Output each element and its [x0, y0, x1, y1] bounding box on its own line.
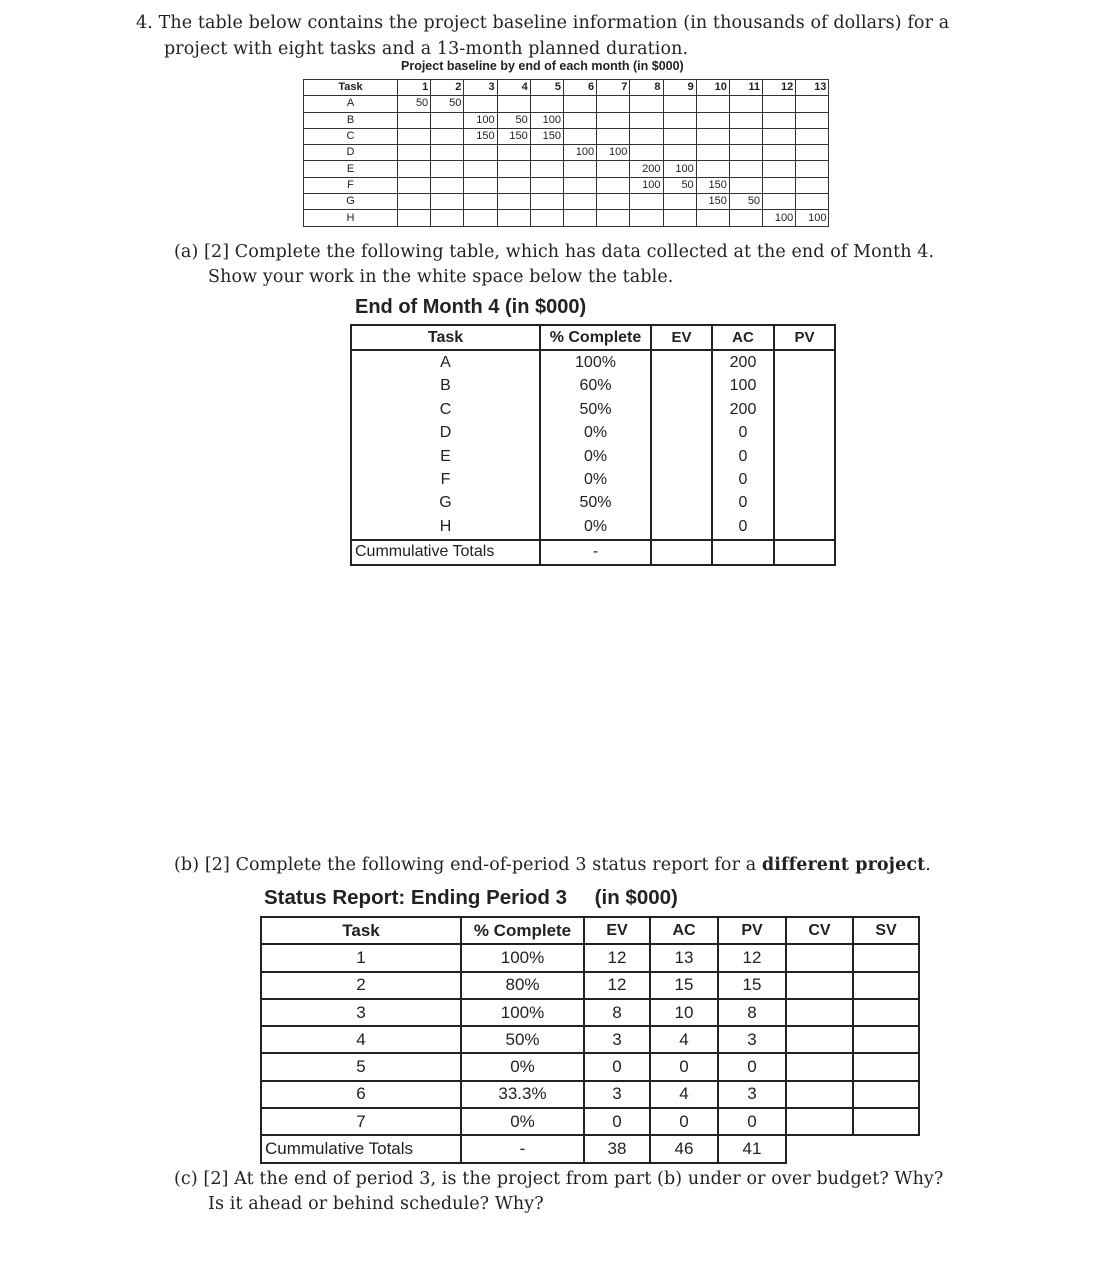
- baseline-value-cell: [398, 128, 431, 144]
- part-b-bold-text: different project: [761, 855, 926, 875]
- baseline-value-cell: [763, 128, 796, 144]
- month4-table: [350, 324, 836, 566]
- baseline-value-cell: [630, 128, 663, 144]
- month4-totals-pv[interactable]: [774, 540, 835, 565]
- baseline-value-cell: [729, 177, 762, 193]
- status-header-cv: CV: [786, 917, 853, 944]
- status-cell-task: 7: [261, 1108, 461, 1135]
- question-number: 4.: [136, 13, 153, 33]
- status-header-pc: % Complete: [461, 917, 584, 944]
- baseline-value-cell: 150: [464, 128, 497, 144]
- baseline-month-header: 4: [497, 80, 530, 96]
- month4-totals-ac[interactable]: [712, 540, 774, 565]
- baseline-value-cell: 50: [431, 96, 464, 112]
- baseline-task-header: Task: [304, 80, 398, 96]
- status-cell-ev: 3: [584, 1081, 650, 1108]
- question-intro-line2: project with eight tasks and a 13-month planned duration.: [164, 39, 689, 59]
- baseline-value-cell: [497, 194, 530, 210]
- baseline-task-cell: B: [304, 112, 398, 128]
- month4-row: [351, 445, 835, 468]
- month4-row: [351, 515, 835, 539]
- status-totals-sv: [853, 1135, 919, 1162]
- status-report-table: [260, 916, 920, 1164]
- month4-cell-task: G: [351, 492, 540, 515]
- month4-cell-task: B: [351, 375, 540, 398]
- month4-row: [351, 375, 835, 398]
- status-cell-pv: 12: [718, 944, 786, 971]
- baseline-row: [304, 145, 829, 161]
- month4-cell-ev[interactable]: [651, 445, 712, 468]
- baseline-value-cell: [729, 112, 762, 128]
- part-c-line1: (c) [2] At the end of period 3, is the project from part (b) under or over budget? Why?: [174, 1169, 944, 1189]
- baseline-month-header: 1: [398, 80, 431, 96]
- status-cell-task: 4: [261, 1026, 461, 1053]
- baseline-value-cell: [497, 161, 530, 177]
- baseline-value-cell: [398, 194, 431, 210]
- baseline-value-cell: [763, 194, 796, 210]
- baseline-value-cell: 50: [663, 177, 696, 193]
- baseline-row: [304, 194, 829, 210]
- baseline-value-cell: 100: [763, 210, 796, 226]
- baseline-value-cell: [796, 128, 829, 144]
- baseline-value-cell: 100: [530, 112, 563, 128]
- status-cell-sv[interactable]: [853, 1053, 919, 1080]
- baseline-value-cell: [696, 112, 729, 128]
- baseline-value-cell: [464, 161, 497, 177]
- baseline-value-cell: [729, 145, 762, 161]
- baseline-value-cell: [431, 112, 464, 128]
- baseline-value-cell: [431, 145, 464, 161]
- month4-cell-pc: 0%: [540, 422, 651, 445]
- month4-header-task: Task: [351, 325, 540, 350]
- baseline-value-cell: [398, 210, 431, 226]
- baseline-month-header: 13: [796, 80, 829, 96]
- status-cell-pc: 0%: [461, 1108, 584, 1135]
- month4-cell-task: F: [351, 468, 540, 491]
- status-cell-cv[interactable]: [786, 1053, 853, 1080]
- month4-row: [351, 398, 835, 421]
- baseline-month-header: 9: [663, 80, 696, 96]
- baseline-value-cell: [630, 96, 663, 112]
- baseline-value-cell: [663, 145, 696, 161]
- baseline-value-cell: [530, 177, 563, 193]
- month4-row: [351, 422, 835, 445]
- baseline-month-header: 3: [464, 80, 497, 96]
- baseline-value-cell: [630, 145, 663, 161]
- baseline-value-cell: [763, 96, 796, 112]
- status-cell-pc: 100%: [461, 944, 584, 971]
- baseline-task-cell: G: [304, 194, 398, 210]
- month4-cell-ev[interactable]: [651, 492, 712, 515]
- baseline-month-header: 8: [630, 80, 663, 96]
- status-cell-ac: 0: [650, 1053, 718, 1080]
- status-header-task: Task: [261, 917, 461, 944]
- status-header-row: [261, 917, 919, 944]
- status-cell-pc: 80%: [461, 972, 584, 999]
- baseline-value-cell: [696, 128, 729, 144]
- status-row: [261, 1081, 919, 1108]
- baseline-task-cell: E: [304, 161, 398, 177]
- baseline-value-cell: [630, 210, 663, 226]
- baseline-value-cell: [796, 145, 829, 161]
- month4-cell-task: E: [351, 445, 540, 468]
- status-cell-ac: 15: [650, 972, 718, 999]
- month4-cell-pc: 100%: [540, 350, 651, 374]
- month4-row: [351, 492, 835, 515]
- baseline-value-cell: 200: [630, 161, 663, 177]
- status-cell-ev: 12: [584, 972, 650, 999]
- baseline-value-cell: [563, 96, 596, 112]
- baseline-value-cell: 50: [398, 96, 431, 112]
- status-cell-ev: 12: [584, 944, 650, 971]
- month4-header-row: [351, 325, 835, 350]
- status-row: [261, 999, 919, 1026]
- baseline-value-cell: [763, 112, 796, 128]
- baseline-value-cell: 100: [597, 145, 630, 161]
- month4-cell-pc: 50%: [540, 398, 651, 421]
- status-cell-ac: 4: [650, 1026, 718, 1053]
- month4-cell-pv[interactable]: [774, 350, 835, 374]
- baseline-value-cell: [763, 161, 796, 177]
- status-totals-ev: 38: [584, 1135, 650, 1162]
- baseline-value-cell: [497, 145, 530, 161]
- status-cell-task: 2: [261, 972, 461, 999]
- month4-cell-pc: 0%: [540, 515, 651, 539]
- baseline-value-cell: 50: [497, 112, 530, 128]
- baseline-value-cell: [431, 161, 464, 177]
- month4-cell-ac: 200: [712, 350, 774, 374]
- month4-cell-pv[interactable]: [774, 398, 835, 421]
- baseline-header-row: [304, 80, 829, 96]
- baseline-task-cell: H: [304, 210, 398, 226]
- baseline-value-cell: [398, 177, 431, 193]
- baseline-value-cell: [563, 177, 596, 193]
- part-b-period: .: [925, 855, 931, 875]
- month4-cell-pv[interactable]: [774, 492, 835, 515]
- baseline-value-cell: 150: [696, 177, 729, 193]
- month4-cell-pc: 0%: [540, 468, 651, 491]
- status-cell-pc: 100%: [461, 999, 584, 1026]
- baseline-row: [304, 128, 829, 144]
- baseline-value-cell: [663, 194, 696, 210]
- baseline-task-cell: D: [304, 145, 398, 161]
- baseline-value-cell: [464, 145, 497, 161]
- baseline-value-cell: [729, 96, 762, 112]
- baseline-row: [304, 112, 829, 128]
- status-totals-pc: -: [461, 1135, 584, 1162]
- baseline-value-cell: [563, 194, 596, 210]
- baseline-value-cell: [597, 161, 630, 177]
- baseline-value-cell: [729, 161, 762, 177]
- status-cell-sv[interactable]: [853, 1026, 919, 1053]
- status-totals-cv: [786, 1135, 853, 1162]
- status-cell-ev: 0: [584, 1053, 650, 1080]
- baseline-value-cell: 150: [497, 128, 530, 144]
- status-header-ev: EV: [584, 917, 650, 944]
- month4-row: [351, 468, 835, 491]
- part-a-line2: Show your work in the white space below the table.: [208, 267, 674, 287]
- status-row: [261, 1108, 919, 1135]
- month4-cell-pc: 50%: [540, 492, 651, 515]
- month4-totals-pc: -: [540, 540, 651, 565]
- status-cell-task: 5: [261, 1053, 461, 1080]
- status-cell-cv[interactable]: [786, 1108, 853, 1135]
- status-totals-pv: 41: [718, 1135, 786, 1162]
- status-report-title-text: Status Report: Ending Period 3: [264, 886, 567, 909]
- status-cell-sv[interactable]: [853, 972, 919, 999]
- status-totals-ac: 46: [650, 1135, 718, 1162]
- baseline-value-cell: [597, 194, 630, 210]
- baseline-value-cell: [530, 161, 563, 177]
- status-cell-cv[interactable]: [786, 1026, 853, 1053]
- month4-cell-pc: 0%: [540, 445, 651, 468]
- status-row: [261, 972, 919, 999]
- status-report-title: [264, 886, 678, 910]
- month4-cell-ev[interactable]: [651, 350, 712, 374]
- baseline-value-cell: [597, 128, 630, 144]
- baseline-value-cell: [796, 177, 829, 193]
- baseline-value-cell: [431, 128, 464, 144]
- month4-cell-ac: 0: [712, 422, 774, 445]
- month4-header-pc: % Complete: [540, 325, 651, 350]
- baseline-value-cell: 100: [563, 145, 596, 161]
- status-cell-task: 3: [261, 999, 461, 1026]
- part-a-line1: (a) [2] Complete the following table, which has data collected at the end of Month 4.: [174, 242, 935, 262]
- baseline-value-cell: [630, 112, 663, 128]
- status-totals-row: [261, 1135, 919, 1162]
- baseline-value-cell: [563, 128, 596, 144]
- baseline-value-cell: [497, 210, 530, 226]
- month4-row: [351, 350, 835, 374]
- status-cell-task: 1: [261, 944, 461, 971]
- status-cell-ac: 0: [650, 1108, 718, 1135]
- baseline-value-cell: [563, 161, 596, 177]
- status-cell-pc: 50%: [461, 1026, 584, 1053]
- status-row: [261, 944, 919, 971]
- baseline-value-cell: [796, 194, 829, 210]
- baseline-month-header: 11: [729, 80, 762, 96]
- baseline-value-cell: 150: [530, 128, 563, 144]
- month4-cell-ev[interactable]: [651, 422, 712, 445]
- baseline-value-cell: [597, 112, 630, 128]
- status-cell-ac: 10: [650, 999, 718, 1026]
- baseline-value-cell: 100: [796, 210, 829, 226]
- status-cell-pv: 0: [718, 1108, 786, 1135]
- status-cell-pv: 3: [718, 1026, 786, 1053]
- status-cell-cv[interactable]: [786, 944, 853, 971]
- status-header-sv: SV: [853, 917, 919, 944]
- month4-cell-pv[interactable]: [774, 468, 835, 491]
- baseline-value-cell: [663, 112, 696, 128]
- status-cell-ev: 8: [584, 999, 650, 1026]
- baseline-task-cell: A: [304, 96, 398, 112]
- month4-cell-task: A: [351, 350, 540, 374]
- question-intro-line1: [136, 13, 949, 33]
- status-cell-pv: 3: [718, 1081, 786, 1108]
- baseline-value-cell: 150: [696, 194, 729, 210]
- status-header-pv: PV: [718, 917, 786, 944]
- status-cell-pv: 15: [718, 972, 786, 999]
- status-cell-sv[interactable]: [853, 1081, 919, 1108]
- month4-cell-ev[interactable]: [651, 468, 712, 491]
- month4-cell-ac: 0: [712, 492, 774, 515]
- month4-header-pv: PV: [774, 325, 835, 350]
- part-b-line: [174, 855, 931, 875]
- baseline-value-cell: [597, 96, 630, 112]
- baseline-value-cell: [696, 161, 729, 177]
- month4-cell-ac: 100: [712, 375, 774, 398]
- month4-cell-pv[interactable]: [774, 445, 835, 468]
- month4-cell-ac: 200: [712, 398, 774, 421]
- month4-cell-ac: 0: [712, 515, 774, 539]
- month4-cell-pv[interactable]: [774, 422, 835, 445]
- baseline-value-cell: [530, 194, 563, 210]
- month4-header-ev: EV: [651, 325, 712, 350]
- baseline-value-cell: [464, 177, 497, 193]
- baseline-value-cell: [563, 112, 596, 128]
- baseline-value-cell: [663, 210, 696, 226]
- month4-header-ac: AC: [712, 325, 774, 350]
- baseline-value-cell: [530, 210, 563, 226]
- baseline-task-cell: C: [304, 128, 398, 144]
- status-row: [261, 1026, 919, 1053]
- baseline-value-cell: [763, 145, 796, 161]
- baseline-value-cell: [696, 96, 729, 112]
- month4-totals-ev[interactable]: [651, 540, 712, 565]
- baseline-value-cell: [630, 194, 663, 210]
- baseline-title: Project baseline by end of each month (in $000): [401, 59, 684, 73]
- baseline-value-cell: [497, 96, 530, 112]
- month4-cell-pv[interactable]: [774, 375, 835, 398]
- baseline-value-cell: [729, 210, 762, 226]
- baseline-value-cell: 50: [729, 194, 762, 210]
- status-cell-pv: 0: [718, 1053, 786, 1080]
- month4-cell-ev[interactable]: [651, 515, 712, 539]
- month4-cell-task: D: [351, 422, 540, 445]
- baseline-value-cell: 100: [464, 112, 497, 128]
- month4-cell-pv[interactable]: [774, 515, 835, 539]
- status-cell-ev: 3: [584, 1026, 650, 1053]
- baseline-value-cell: [763, 177, 796, 193]
- status-cell-cv[interactable]: [786, 999, 853, 1026]
- status-cell-cv[interactable]: [786, 972, 853, 999]
- status-cell-task: 6: [261, 1081, 461, 1108]
- baseline-value-cell: [398, 112, 431, 128]
- status-cell-sv[interactable]: [853, 944, 919, 971]
- baseline-month-header: 5: [530, 80, 563, 96]
- baseline-value-cell: [796, 161, 829, 177]
- status-cell-pv: 8: [718, 999, 786, 1026]
- status-cell-ev: 0: [584, 1108, 650, 1135]
- month4-cell-pc: 60%: [540, 375, 651, 398]
- baseline-value-cell: [464, 194, 497, 210]
- baseline-row: [304, 161, 829, 177]
- part-c-line2: Is it ahead or behind schedule? Why?: [208, 1194, 544, 1214]
- baseline-row: [304, 96, 829, 112]
- month4-cell-ev[interactable]: [651, 398, 712, 421]
- month4-totals-label: Cummulative Totals: [351, 540, 540, 565]
- month4-cell-ac: 0: [712, 445, 774, 468]
- month4-cell-task: H: [351, 515, 540, 539]
- baseline-value-cell: [597, 177, 630, 193]
- status-cell-sv[interactable]: [853, 999, 919, 1026]
- month4-cell-ac: 0: [712, 468, 774, 491]
- status-cell-ac: 13: [650, 944, 718, 971]
- status-cell-pc: 0%: [461, 1053, 584, 1080]
- baseline-value-cell: [729, 128, 762, 144]
- baseline-value-cell: [530, 96, 563, 112]
- baseline-value-cell: 100: [663, 161, 696, 177]
- month4-totals-row: [351, 540, 835, 565]
- month4-cell-ev[interactable]: [651, 375, 712, 398]
- status-cell-pc: 33.3%: [461, 1081, 584, 1108]
- baseline-month-header: 2: [431, 80, 464, 96]
- baseline-value-cell: [563, 210, 596, 226]
- status-report-title-unit: (in $000): [594, 886, 678, 909]
- baseline-value-cell: [464, 96, 497, 112]
- status-header-ac: AC: [650, 917, 718, 944]
- baseline-table: [303, 79, 829, 227]
- status-cell-cv[interactable]: [786, 1081, 853, 1108]
- baseline-value-cell: [796, 96, 829, 112]
- baseline-value-cell: [696, 145, 729, 161]
- baseline-month-header: 6: [563, 80, 596, 96]
- baseline-value-cell: [663, 96, 696, 112]
- baseline-value-cell: [398, 161, 431, 177]
- baseline-value-cell: [431, 177, 464, 193]
- baseline-value-cell: [464, 210, 497, 226]
- status-totals-label: Cummulative Totals: [261, 1135, 461, 1162]
- baseline-value-cell: 100: [630, 177, 663, 193]
- baseline-task-cell: F: [304, 177, 398, 193]
- baseline-value-cell: [530, 145, 563, 161]
- baseline-value-cell: [398, 145, 431, 161]
- status-cell-sv[interactable]: [853, 1108, 919, 1135]
- baseline-value-cell: [796, 112, 829, 128]
- baseline-row: [304, 177, 829, 193]
- baseline-value-cell: [431, 194, 464, 210]
- baseline-value-cell: [431, 210, 464, 226]
- month4-table-title: End of Month 4 (in $000): [355, 296, 587, 318]
- status-cell-ac: 4: [650, 1081, 718, 1108]
- baseline-month-header: 10: [696, 80, 729, 96]
- part-b-text: (b) [2] Complete the following end-of-period 3 status report for a: [174, 855, 762, 875]
- baseline-value-cell: [663, 128, 696, 144]
- month4-cell-task: C: [351, 398, 540, 421]
- baseline-month-header: 12: [763, 80, 796, 96]
- question-intro-text: The table below contains the project baseline information (in thousands of dollars) for a: [158, 13, 950, 33]
- baseline-month-header: 7: [597, 80, 630, 96]
- baseline-value-cell: [696, 210, 729, 226]
- baseline-value-cell: [497, 177, 530, 193]
- baseline-row: [304, 210, 829, 226]
- status-row: [261, 1053, 919, 1080]
- baseline-value-cell: [597, 210, 630, 226]
